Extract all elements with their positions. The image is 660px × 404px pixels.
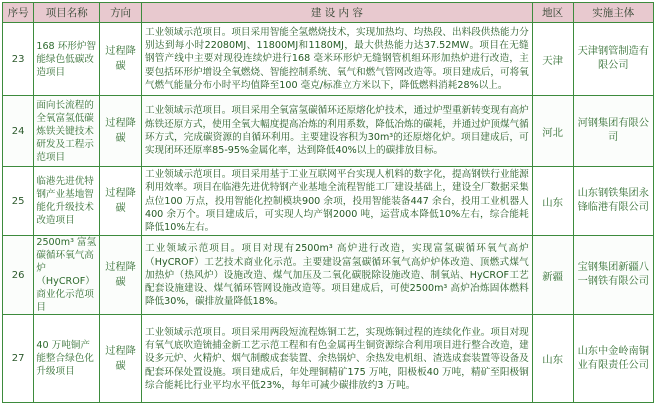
- row-no: 24: [3, 96, 34, 167]
- row-direction: 过程降碳: [100, 96, 142, 167]
- row-content: 工业领域示范项目。项目采用智能全氢燃烧技术，实现加热均、均热段、出料段供热能力分别达到每小时22080MJ、11800MJ和1180MJ，最大供热能力达37.52MW。项目在无缝钢管产线中主要对现役连续炉进行168 毫米环形炉无缝钢管机组环形加热炉进行改造，主要包括环形炉增设全氧燃烧、智能控制系统、氧气和燃气管网改造等。项目建成后，可将氧气燃气能量分布小时平均值降至100 毫克/标准立方米以下，降低燃料消耗28%以上。: [141, 23, 532, 96]
- row-content: 工业领域示范项目。项目采用两段短流程炼铜工艺，实现炼铜过程的连续化作业。项目对现有氧气底吹造锍捕金新工艺示范工程和有色金属再生铜资源综合利用项目进行整合改造，建设多元炉、火精炉、烟气制酸成套装置、余热锅炉、余热发电机组、渣选成套装置等设备及配套环保处置设施。项目建成后，年处理铜精矿175 万吨，阳极板40 万吨，精矿至阳极铜综合能耗比行业平均水平低23%，每年可减少碳排放约3 万吨。: [141, 315, 532, 403]
- table-row: [3, 236, 654, 315]
- row-no: 27: [3, 315, 34, 403]
- row-no: 25: [3, 167, 34, 236]
- row-region: 新疆: [532, 236, 573, 315]
- table-row: [3, 167, 654, 236]
- row-content: 工业领域示范项目。项目采用基于工业互联网平台实现人机料的数字化，提高钢铁行业能源利用效率。项目在临港先进优特钢产业基地全流程智能工厂建设基础上，建设全厂数据采集点位100 万点，投用智能化控制模块900 余项，投用智能装备447 余台，投用工业机器人400 余万个。项目建成后，可实现人均产钢2000 吨，运营成本降低10%左右，综合能耗降低10%左右。: [141, 167, 532, 236]
- project-table: [2, 2, 654, 403]
- table-header-row: [3, 3, 654, 23]
- project-table-container: [2, 2, 654, 398]
- table-row: [3, 23, 654, 96]
- row-project-name: 面向长流程的全氧富氢低碳炼铁关键技术研发及工程示范项目: [34, 96, 100, 167]
- row-entity: 宝钢集团新疆八一钢铁有限公司: [573, 236, 653, 315]
- header-name: 项目名称: [34, 3, 100, 23]
- row-content: 工业领域示范项目。项目对现有2500m³ 高炉进行改造，实现富氢碳循环氧气高炉（HyCROF）工艺技术商业化示范。主要建设富氢碳循环氧气高炉炉体改造、顶燃式煤气加热炉（热风炉）设施改造、煤气加压及二氧化碳脱除设施改造、制氧站、HyCROF工艺配套设施建设、煤气循环管网设施改造等。项目建成后，可使2500m³ 高炉冶炼固体燃料降低30%，碳排放量降低18%。: [141, 236, 532, 315]
- row-region: 河北: [532, 96, 573, 167]
- row-project-name: 168 环形炉智能绿色低碳改造项目: [34, 23, 100, 96]
- row-direction: 过程降碳: [100, 236, 142, 315]
- row-entity: 山东中金岭南铜业有限责任公司: [573, 315, 653, 403]
- row-project-name: 临港先进优特钢产业基地智能化升级技术改造项目: [34, 167, 100, 236]
- row-region: 山东: [532, 315, 573, 403]
- row-direction: 过程降碳: [100, 23, 142, 96]
- row-entity: 天津钢管制造有限公司: [573, 23, 653, 96]
- header-no: 序号: [3, 3, 34, 23]
- row-no: 26: [3, 236, 34, 315]
- row-content: 工业领域示范项目。项目采用全氧富氢碳循环还原熔化炉技术，通过炉型重新转变现有高炉炼铁还原方式，使用全氧大幅度提高冶炼的利用系数，降低冶炼的碳耗，并通过炉顶煤气循环方式，完成碳资源的自循环利用。主要建设容积为30m³的还原熔化炉。项目建成后，可实现闭环还原率85-95%金属化率，达到降低40%以上的碳排放目标。: [141, 96, 532, 167]
- header-region: 地区: [532, 3, 573, 23]
- table-row: [3, 315, 654, 403]
- header-entity: 实施主体: [573, 3, 653, 23]
- row-project-name: 2500m³ 富氢碳循环氧气高炉（HyCROF）商业化示范项目: [34, 236, 100, 315]
- header-content: 建 设 内 容: [141, 3, 532, 23]
- row-no: 23: [3, 23, 34, 96]
- row-region: 天津: [532, 23, 573, 96]
- table-row: [3, 96, 654, 167]
- header-direction: 方向: [100, 3, 142, 23]
- row-direction: 过程降碳: [100, 167, 142, 236]
- row-project-name: 40 万吨铜产能整合绿色化升级项目: [34, 315, 100, 403]
- row-region: 山东: [532, 167, 573, 236]
- row-entity: 河钢集团有限公司: [573, 96, 653, 167]
- row-direction: 过程降碳: [100, 315, 142, 403]
- row-entity: 山东钢铁集团永锋临港有限公司: [573, 167, 653, 236]
